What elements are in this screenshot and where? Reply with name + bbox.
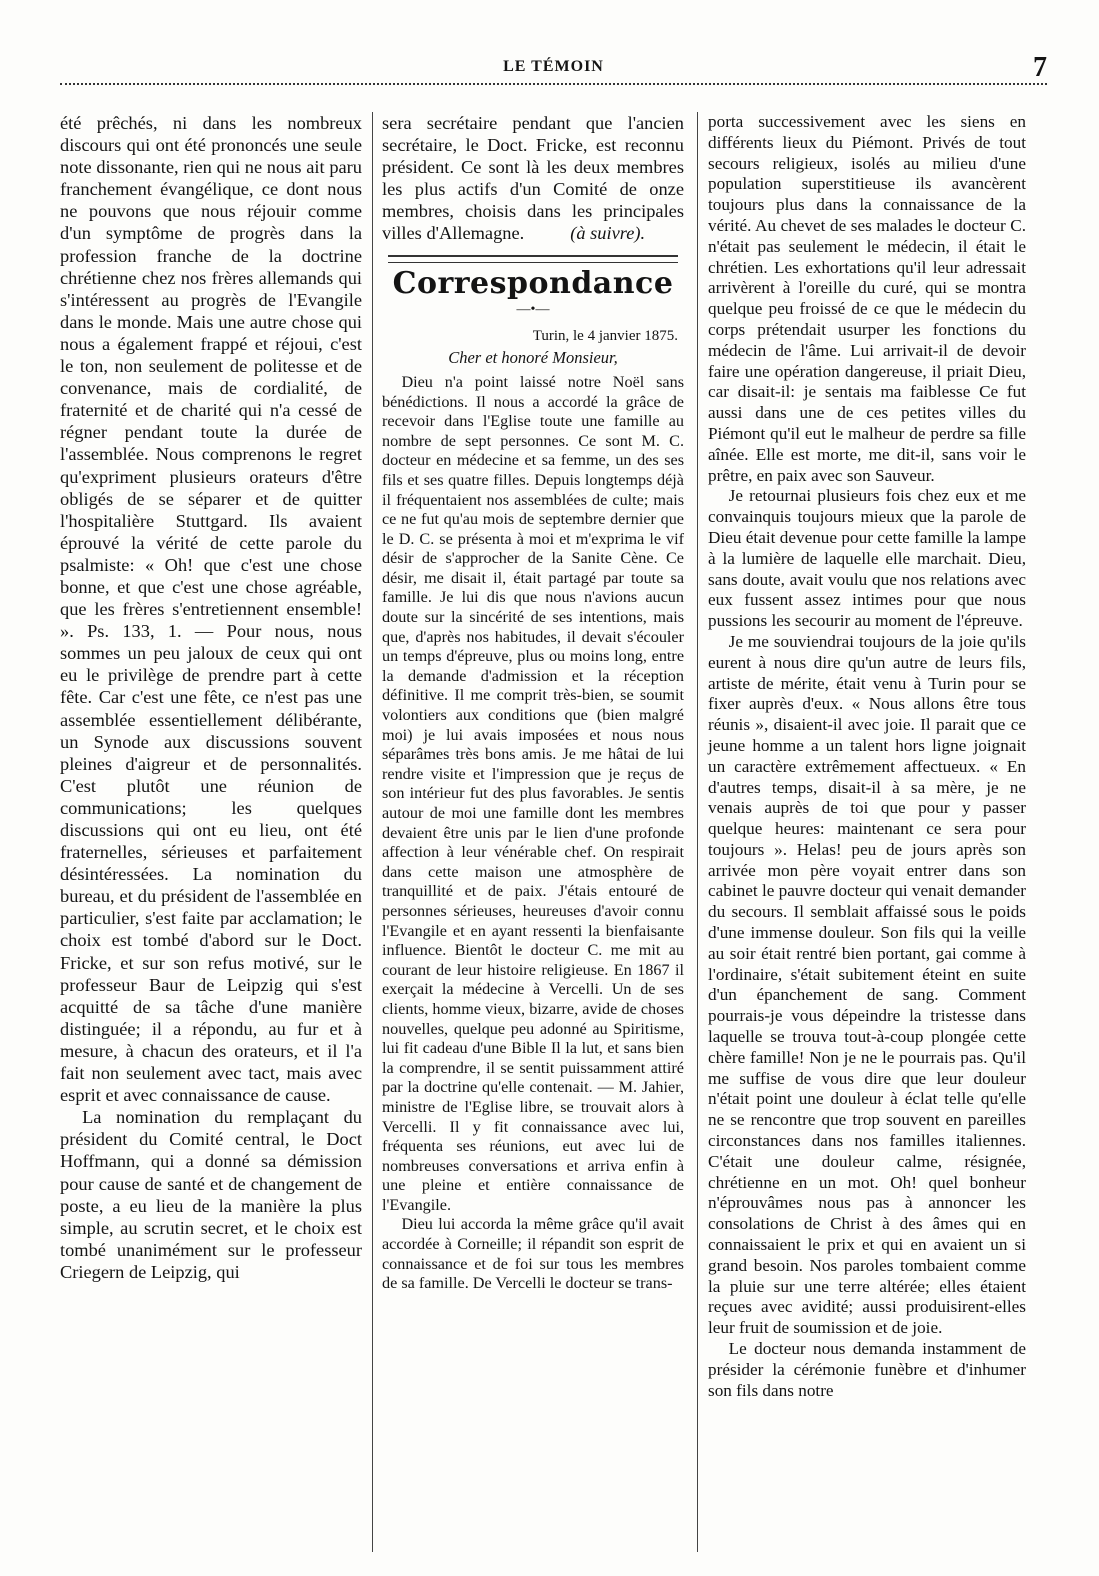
paragraph: Dieu lui accorda la même grâce qu'il avait accordée à Corneille; il répandit son esprit de connaissance et de foi sur tous les membres de sa famille. De Vercelli le docteur se trans- xyxy=(382,1215,684,1293)
paragraph xyxy=(382,112,684,245)
page-header xyxy=(60,52,1047,88)
column-1 xyxy=(60,112,362,1283)
column-3 xyxy=(708,112,1026,1401)
header-rule xyxy=(60,83,1047,85)
masthead-title: LE TÉMOIN xyxy=(503,58,604,75)
column-2 xyxy=(382,112,684,1294)
section-title: Correspondance xyxy=(392,265,674,301)
letter-dateline: Turin, le 4 janvier 1875. xyxy=(532,327,678,344)
letter-body xyxy=(382,373,684,1294)
paragraph: Le docteur nous demanda instamment de présider la cérémonie funèbre et d'inhumer son fils dans notre xyxy=(708,1339,1026,1400)
letter-salutation: Cher et honoré Monsieur, xyxy=(448,347,618,367)
paragraph: Dieu n'a point laissé notre Noël sans bénédictions. Il nous a accordé la grâce de recevoir dans l'Eglise toute une famille au nombre de sept personnes. Ce sont M. C. docteur en médecine et sa femme, un des ses fils et ses quatre filles. Depuis longtemps déjà il fréquentaient nos assemblées de culte; mais ce ne fut qu'au mois de septembre dernier que le D. C. se présenta à moi et m'exprima le vif désir de s'approcher de la Sanite Cène. Ce désir, me disait il, était partagé par toute sa famille. Je lui dis que nous n'avions aucun doute sur la sincérité de ses intentions, mais que, d'après nos habitudes, il devait s'écouler un temps d'épreuve, plus ou moins long, entre la demande d'admission et la réception définitive. Il me comprit très-bien, se soumit volontiers aux conditions que (bien malgré moi) je lui avais imposées et nous nous séparâmes très bons amis. Je me hâtai de lui rendre visite et l'impression que je reçus de son intérieur fut des plus favorables. Je sentis autour de moi une famille dont les membres devaient être unis par le lien d'une profonde affection à leur vénérable chef. On respirait dans cette maison une atmosphère de tranquillité et de paix. J'étais entouré de personnes sérieuses, heureuses d'avoir connu l'Evangile et en ayant ressenti la bienfaisante influence. Bientôt le docteur C. me mit au courant de leur histoire religieuse. En 1867 il exerçait la médecine à Vercelli. Un de ses clients, homme vieux, bizarre, avide de choses nouvelles, quelque peu adonné au Spiritisme, lui fit cadeau d'une Bible Il la lut, et sans bien la comprendre, il se sentit puissamment attiré par la doctrine qu'elle contenait. — M. Jahier, ministre de l'Eglise libre, se trouvait alors à Vercelli. Il y fit connaissance avec lui, fréquenta ses réunions, eut avec lui de nombreuses conversations et arriva enfin à une pleine et entière connaissance de l'Evangile. xyxy=(382,372,684,1214)
column-divider xyxy=(697,112,698,1552)
paragraph: Je me souviendrai toujours de la joie qu'ils eurent à nous dire qu'un autre de leurs fils, artiste de mérite, était venu à Turin pour se fixer auprès d'eux. « Nous allons être tous réunis », disaient-il avec joie. Il parait que ce jeune homme a un talent hors ligne joignait un caractère extrêmement affectueux. « En d'autres temps, disait-il à sa mère, je ne venais auprès de toi que pour y passer quelque heures: maintenant ce sera pour toujours ». Helas! peu de jours après son arrivée mon père voyait entrer dans son cabinet le pauvre docteur qui venait demander du secours. Il semblait affaissé sous le poids d'une immense douleur. Son fils qui la veille au soir était rentré bien portant, gai comme à l'ordinaire, s'était subitement éteint en suite d'un épanchement de sang. Comment pourrais-je vous dépeindre la tristesse dans laquelle se trouva tout-à-coup plongée cette chère famille! Non je ne le pourrais pas. Qu'il me suffise de vous dire que leur douleur n'était point une douleur à éclat telle qu'elle ne se rencontre que trop souvent en pareilles circonstances dans nos familles italiennes. C'était une douleur calme, résignée, chrétienne en un mot. Oh! quel bonheur n'éprouvâmes nous pas à annoncer les consolations de Christ à des âmes qui en connaissaient le prix et qui en avaient un si grand besoin. Nos paroles tombaient comme la pluie sur une terre altérée; elles étaient reçues avec avidité; aussi produisirent-elles leur fruit de soumission et de joie. xyxy=(708,631,1026,1338)
column-divider xyxy=(372,112,373,1552)
paragraph-text: sera secrétaire pendant que l'ancien secrétaire, le Doct. Fricke, est reconnu président. Ce sont là les deux membres les plus actifs d'un Comité de onze membres, choisis dans les principales villes d'Allemagne. xyxy=(382,113,684,244)
paragraph: Je retournai plusieurs fois chez eux et me convainquis toujours mieux que la parole de Dieu était devenue pour cette famille la lampe à la lumière de laquelle elle marchait. Dieu, sans doute, avait voulu que nos relations avec eux fussent assez intimes pour que nous pussions les secourir au moment de l'épreuve. xyxy=(708,486,1026,631)
paragraph: été prêchés, ni dans les nombreux discours qui ont été prononcés une seule note dissonante, rien qui ne nous ait paru franchement évangélique, ce dont nous ne pouvons que nous réjouir comme d'un symptôme de progrès dans la profession franche de la doctrine chrétienne chez nos frères allemands qui s'intéressent au progrès de l'Evangile dans le monde. Mais une autre chose qui nous a également frappé et réjoui, c'est le ton, non seulement de politesse et de convenance, mais de cordialité, de fraternité et de charité qui n'a cessé de régner pendant toute la durée de l'assemblée. Nous comprenons le regret qu'expriment plusieurs orateurs d'être obligés de se séparer et de quitter l'hospitalière Stuttgard. Ils avaient éprouvé la vérité de cette parole du psalmiste: « Oh! que c'est une chose bonne, et que c'est une chose agréable, que les frères s'entretiennent ensemble! ». Ps. 133, 1. — Pour nous, nous sommes un peu jaloux de ceux qui ont eu le privilège de prendre part à cette fête. Car c'est une fête, ce n'est pas une assemblée essentiellement délibérante, un Synode aux discussions souvent pleines d'aigreur et de personnalités. C'est plutôt une réunion de communications; les quelques discussions qui ont eu lieu, ont été fraternelles, sérieuses et parfaitement désintéressées. La nomination du bureau, et du président de l'assemblée en particulier, s'est faite par acclamation; le choix est tombé d'abord sur le Doct. Fricke, et sur son refus motivé, sur le professeur Baur de Leipzig qui s'est acquitté de sa tâche d'une manière distinguée; il a répondu, au fur et à mesure, à chacun des orateurs, et il l'a fait non seulement avec tact, mais avec esprit et avec connaissance de cause. xyxy=(60,113,362,1106)
section-divider xyxy=(388,255,678,263)
page-number: 7 xyxy=(1033,52,1047,83)
title-flourish: —•— xyxy=(516,301,550,317)
to-be-continued: (à suivre). xyxy=(570,223,646,244)
paragraph: porta successivement avec les siens en différents lieux du Piémont. Privés de tout secours religieux, isolés au milieu d'une population superstitieuse ils avancèrent toujours plus dans la connaissance de la vérité. Au chevet de ses malades le docteur C. n'était pas seulement le médecin, il était le chrétien. Les exhortations qu'il leur adressait arrivèrent à l'oreille du curé, qui se montra quelque peu froissé de ce que le médecin du corps prétendait usurper les fonctions du médecin de l'âme. Lui arrivait-il de devoir faire une opération dangereuse, il priait Dieu, car disait-il: je sentais ma faiblesse Ce fut aussi dans une de ces petites villes du Piémont qu'il eut le malheur de perdre sa fille aînée. Elle est morte, me dit-il, sans voir le prêtre, en paix avec son Sauveur. xyxy=(708,112,1026,485)
paragraph: La nomination du remplaçant du président du Comité central, le Doct Hoffmann, qui a donné sa démission pour cause de santé et de changement de poste, a eu lieu de la manière la plus simple, au scrutin secret, et le choix est tombé unanimément sur le professeur Criegern de Leipzig, qui xyxy=(60,1107,362,1282)
